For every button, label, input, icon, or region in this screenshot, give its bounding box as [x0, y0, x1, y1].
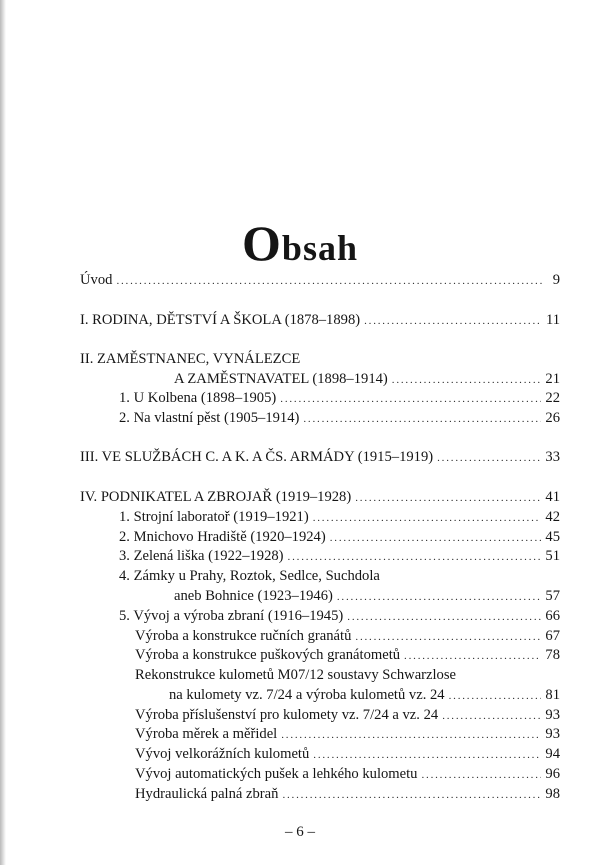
toc-entry-label: 5. Vývoj a výroba zbraní (1916–1945): [119, 608, 344, 624]
toc-entry-label: Úvod: [80, 272, 113, 288]
toc-entry-label: IV. PODNIKATEL A ZBROJAŘ (1919–1928): [80, 489, 352, 505]
dot-leader: [355, 627, 541, 647]
dot-leader: [281, 725, 541, 745]
dot-leader: [421, 765, 541, 785]
toc-entry-label: A ZAMĚSTNAVATEL (1898–1914): [174, 371, 388, 387]
dot-leader: [282, 785, 541, 805]
toc-entry-chapter-4-5[interactable]: [119, 606, 560, 627]
toc-page-number: 42: [545, 509, 560, 525]
toc-entry-section-5c-line1: Rekonstrukce kulometů M07/12 soustavy Schwarzlose: [135, 667, 457, 683]
toc-entry-uvod[interactable]: [80, 270, 560, 291]
toc-entry-chapter-4[interactable]: [80, 487, 560, 508]
dot-leader: [404, 646, 541, 666]
dot-leader: [437, 448, 541, 468]
toc-entry-chapter-4-2[interactable]: [119, 527, 560, 548]
toc-entry-label: 2. Mnichovo Hradiště (1920–1924): [119, 529, 326, 545]
dot-leader: [116, 271, 542, 291]
toc-entry-label: na kulomety vz. 7/24 a výroba kulometů vz. 24: [169, 687, 445, 703]
toc-entry-section-5h[interactable]: [135, 784, 560, 805]
dot-leader: [280, 389, 541, 409]
toc-page-number: 67: [545, 628, 560, 644]
toc-entry-label: Hydraulická palná zbraň: [135, 786, 279, 802]
toc-page-number: 96: [545, 766, 560, 782]
toc-entry-section-5b[interactable]: [135, 645, 560, 666]
toc-entry-section-5e[interactable]: [135, 724, 560, 745]
toc-entry-label: Výroba a konstrukce ručních granátů: [135, 628, 352, 644]
toc-page-number: 98: [545, 786, 560, 802]
toc-entry-section-5g[interactable]: [135, 764, 560, 785]
toc-page-number: 41: [545, 489, 560, 505]
toc-entry-chapter-4-3[interactable]: [119, 546, 560, 567]
toc-entry-label: aneb Bohnice (1923–1946): [174, 588, 333, 604]
dot-leader: [330, 528, 542, 548]
toc-page-number: 78: [545, 647, 560, 663]
toc-entry-section-5a[interactable]: [135, 626, 560, 647]
toc-entry-label: I. RODINA, DĚTSTVÍ A ŠKOLA (1878–1898): [80, 312, 361, 328]
toc-entry-label: 1. Strojní laboratoř (1919–1921): [119, 509, 309, 525]
toc-entry-label: 2. Na vlastní pěst (1905–1914): [119, 410, 300, 426]
toc-entry-section-5d[interactable]: [135, 705, 560, 726]
toc-entry-chapter-4-4-line1: 4. Zámky u Prahy, Roztok, Sedlce, Suchdola: [119, 568, 380, 584]
dot-leader: [392, 370, 542, 390]
toc-page-number: 26: [545, 410, 560, 426]
toc-entry-chapter-2-1[interactable]: [119, 388, 560, 409]
toc-page-number: 9: [552, 272, 560, 288]
dot-leader: [364, 311, 542, 331]
toc-entry-label: Vývoj automatických pušek a lehkého kulometu: [135, 766, 418, 782]
toc-page-number: 57: [545, 588, 560, 604]
dot-leader: [449, 686, 542, 706]
toc-page-number: 93: [545, 726, 560, 742]
toc-entry-section-5f[interactable]: [135, 744, 560, 765]
toc-entry-chapter-4-1[interactable]: [119, 507, 560, 528]
toc-page-number: 81: [545, 687, 560, 703]
toc-entry-chapter-4-4[interactable]: [174, 586, 560, 607]
toc-page-number: 93: [545, 707, 560, 723]
dot-leader: [355, 488, 541, 508]
toc-page-number: 94: [545, 746, 560, 762]
toc-entry-chapter-2-2[interactable]: [119, 408, 560, 429]
toc-entry-label: III. VE SLUŽBÁCH C. A K. A ČS. ARMÁDY (1915–1919): [80, 449, 434, 465]
toc-entry-chapter-1[interactable]: [80, 310, 560, 331]
toc-entry-label: Vývoj velkorážních kulometů: [135, 746, 310, 762]
dot-leader: [442, 706, 541, 726]
toc-entry-chapter-2-line1: II. ZAMĚSTNANEC, VYNÁLEZCE: [80, 351, 301, 367]
toc-entry-chapter-2[interactable]: [174, 369, 560, 390]
page-number-footer: – 6 –: [285, 824, 315, 840]
toc-page-number: 21: [545, 371, 560, 387]
dot-leader: [303, 409, 541, 429]
toc-page-number: 22: [545, 390, 560, 406]
toc-page-number: 66: [545, 608, 560, 624]
dot-leader: [313, 508, 542, 528]
dot-leader: [347, 607, 541, 627]
toc-entry-label: Výroba měrek a měřidel: [135, 726, 278, 742]
toc-entry-chapter-3[interactable]: [80, 447, 560, 468]
dot-leader: [313, 745, 541, 765]
toc-entry-label: Výroba příslušenství pro kulomety vz. 7/24 a vz. 24: [135, 707, 439, 723]
dot-leader: [288, 547, 542, 567]
toc-entry-section-5c[interactable]: [169, 685, 560, 706]
dot-leader: [337, 587, 542, 607]
toc-page-number: 51: [545, 548, 560, 564]
toc-page-number: 11: [545, 312, 560, 328]
toc-entry-label: 1. U Kolbena (1898–1905): [119, 390, 277, 406]
page-title: Obsah: [242, 215, 358, 271]
toc-page-number: 45: [545, 529, 560, 545]
toc-entry-label: 3. Zelená liška (1922–1928): [119, 548, 284, 564]
toc-page-number: 33: [545, 449, 560, 465]
toc-entry-label: Výroba a konstrukce puškových granátometů: [135, 647, 401, 663]
